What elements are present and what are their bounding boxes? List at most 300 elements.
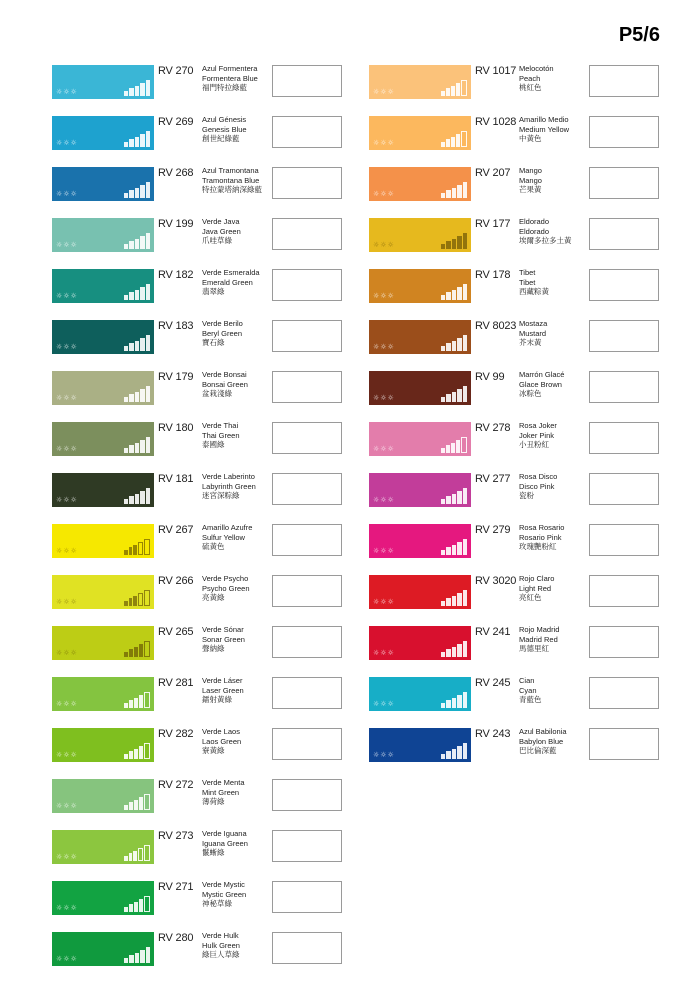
- color-swatch: [52, 371, 154, 405]
- color-swatch: [369, 575, 471, 609]
- opacity-bars-icon: [124, 386, 150, 402]
- color-entry: [369, 675, 661, 726]
- color-swatch: [369, 269, 471, 303]
- opacity-bar: [129, 88, 133, 96]
- opacity-bar: [446, 445, 450, 453]
- color-names: [519, 472, 557, 501]
- test-swatch-box: [272, 320, 342, 352]
- opacity-bar: [457, 695, 461, 708]
- color-entry: [52, 318, 344, 369]
- color-name-es: Verde Menta: [202, 778, 245, 787]
- lightfastness-sun-icon: ☼☼☼: [56, 598, 78, 606]
- color-swatch: [369, 677, 471, 711]
- color-entry: [52, 216, 344, 267]
- opacity-bars-icon: [124, 284, 150, 300]
- opacity-bar: [144, 743, 150, 759]
- color-entry: [369, 165, 661, 216]
- color-names: [519, 319, 547, 348]
- color-name-en: Sonar Green: [202, 634, 245, 644]
- lightfastness-sun-icon: ☼☼☼: [373, 88, 395, 96]
- opacity-bar: [446, 751, 450, 759]
- color-swatch: [52, 779, 154, 813]
- color-code: RV 243: [475, 728, 511, 740]
- color-names: [202, 727, 241, 756]
- color-entry: [52, 777, 344, 828]
- opacity-bar: [457, 746, 461, 759]
- opacity-bar: [441, 550, 445, 555]
- color-code: RV 99: [475, 371, 505, 383]
- color-swatch: [52, 65, 154, 99]
- opacity-bar: [146, 80, 150, 96]
- opacity-bar: [463, 284, 467, 300]
- opacity-bar: [146, 437, 150, 453]
- opacity-bar: [139, 899, 143, 912]
- color-name-es: Rosa Joker: [519, 421, 557, 430]
- test-swatch-box: [589, 371, 659, 403]
- color-entry: [369, 267, 661, 318]
- opacity-bar: [461, 131, 467, 147]
- color-entry: [52, 369, 344, 420]
- lightfastness-sun-icon: ☼☼☼: [373, 496, 395, 504]
- color-code: RV 181: [158, 473, 194, 485]
- color-name-zh: 爪哇草綠: [202, 236, 232, 245]
- opacity-bar: [452, 596, 456, 606]
- color-swatch: [369, 473, 471, 507]
- opacity-bar: [129, 394, 133, 402]
- opacity-bar: [451, 86, 455, 96]
- color-name-es: Rojo Claro: [519, 574, 555, 583]
- opacity-bar: [463, 233, 467, 249]
- test-swatch-box: [272, 218, 342, 250]
- opacity-bar: [441, 703, 445, 708]
- color-name-en: Laos Green: [202, 736, 242, 746]
- opacity-bar: [463, 743, 467, 759]
- lightfastness-sun-icon: ☼☼☼: [373, 547, 395, 555]
- opacity-bar: [446, 496, 450, 504]
- opacity-bar: [139, 695, 143, 708]
- opacity-bar: [441, 193, 445, 198]
- color-name-zh: 青藍色: [519, 695, 542, 704]
- opacity-bar: [461, 80, 467, 96]
- color-entry: [369, 471, 661, 522]
- opacity-bar: [457, 542, 461, 555]
- opacity-bar: [146, 335, 150, 351]
- opacity-bars-icon: [124, 182, 150, 198]
- left-color-column: [52, 63, 344, 981]
- color-name-en: Java Green: [202, 226, 241, 236]
- color-code: RV 271: [158, 881, 194, 893]
- opacity-bar: [124, 397, 128, 402]
- opacity-bar: [133, 596, 137, 606]
- opacity-bar: [140, 287, 144, 300]
- test-swatch-box: [272, 65, 342, 97]
- opacity-bar: [457, 389, 461, 402]
- opacity-bar: [129, 904, 133, 912]
- color-names: [519, 217, 572, 246]
- opacity-bar: [129, 853, 133, 861]
- test-swatch-box: [589, 167, 659, 199]
- color-name-es: Verde Laos: [202, 727, 240, 736]
- color-name-zh: 聲納綠: [202, 644, 225, 653]
- color-name-zh: 特拉蒙塔納深綠藍: [202, 185, 262, 194]
- opacity-bars-icon: [124, 947, 150, 963]
- color-name-zh: 芒果黃: [519, 185, 542, 194]
- opacity-bar: [140, 83, 144, 96]
- color-names: [519, 268, 549, 297]
- lightfastness-sun-icon: ☼☼☼: [56, 88, 78, 96]
- color-names: [519, 574, 554, 603]
- opacity-bars-icon: [124, 590, 150, 606]
- color-entry: [369, 420, 661, 471]
- color-name-es: Cian: [519, 676, 535, 685]
- test-swatch-box: [272, 830, 342, 862]
- opacity-bar: [457, 338, 461, 351]
- opacity-bar: [146, 488, 150, 504]
- color-entry: [52, 930, 344, 981]
- opacity-bar: [124, 601, 128, 606]
- color-swatch: [52, 218, 154, 252]
- color-swatch: [52, 626, 154, 660]
- opacity-bar: [124, 448, 128, 453]
- lightfastness-sun-icon: ☼☼☼: [373, 649, 395, 657]
- color-name-es: Amarillo Medio: [519, 115, 569, 124]
- color-code: RV 280: [158, 932, 194, 944]
- opacity-bar: [441, 346, 445, 351]
- color-name-en: Tramontana Blue: [202, 175, 260, 185]
- opacity-bars-icon: [441, 131, 467, 147]
- opacity-bar: [124, 856, 128, 861]
- opacity-bar: [124, 91, 128, 96]
- opacity-bar: [124, 754, 128, 759]
- opacity-bars-icon: [124, 488, 150, 504]
- color-swatch: [369, 422, 471, 456]
- opacity-bar: [446, 190, 450, 198]
- color-name-es: Verde Thai: [202, 421, 239, 430]
- opacity-bar: [135, 137, 139, 147]
- opacity-bar: [129, 700, 133, 708]
- opacity-bar: [441, 91, 445, 96]
- color-name-zh: 巴比倫深藍: [519, 746, 557, 755]
- color-name-en: Tibet: [519, 277, 536, 287]
- opacity-bar: [129, 649, 133, 657]
- color-names: [519, 523, 564, 552]
- color-entry: [369, 522, 661, 573]
- opacity-bar: [144, 539, 150, 555]
- color-swatch: [52, 524, 154, 558]
- color-name-en: Thai Green: [202, 430, 240, 440]
- opacity-bar: [441, 499, 445, 504]
- color-name-zh: 盆栽淺綠: [202, 389, 232, 398]
- opacity-bar: [124, 499, 128, 504]
- color-code: RV 279: [475, 524, 511, 536]
- color-code: RV 241: [475, 626, 511, 638]
- opacity-bar: [138, 593, 144, 606]
- opacity-bar: [457, 593, 461, 606]
- lightfastness-sun-icon: ☼☼☼: [373, 343, 395, 351]
- lightfastness-sun-icon: ☼☼☼: [56, 700, 78, 708]
- opacity-bars-icon: [124, 845, 150, 861]
- color-names: [202, 268, 260, 297]
- color-code: RV 8023: [475, 320, 517, 332]
- color-code: RV 265: [158, 626, 194, 638]
- opacity-bars-icon: [441, 233, 467, 249]
- opacity-bar: [452, 749, 456, 759]
- opacity-bar: [446, 292, 450, 300]
- test-swatch-box: [272, 473, 342, 505]
- color-code: RV 266: [158, 575, 194, 587]
- color-entry: [52, 267, 344, 318]
- color-names: [202, 217, 241, 246]
- test-swatch-box: [272, 269, 342, 301]
- color-code: RV 180: [158, 422, 194, 434]
- opacity-bar: [139, 644, 143, 657]
- color-entry: [52, 471, 344, 522]
- color-name-en: Laser Green: [202, 685, 244, 695]
- opacity-bar: [140, 491, 144, 504]
- test-swatch-box: [589, 422, 659, 454]
- opacity-bars-icon: [441, 335, 467, 351]
- test-swatch-box: [272, 677, 342, 709]
- lightfastness-sun-icon: ☼☼☼: [373, 394, 395, 402]
- color-names: [202, 64, 258, 93]
- lightfastness-sun-icon: ☼☼☼: [373, 700, 395, 708]
- lightfastness-sun-icon: ☼☼☼: [56, 496, 78, 504]
- color-name-zh: 瓷粉: [519, 491, 534, 500]
- color-name-en: Light Red: [519, 583, 552, 593]
- opacity-bar: [134, 902, 138, 912]
- opacity-bar: [146, 233, 150, 249]
- page-number: P5/6: [618, 24, 660, 46]
- opacity-bar: [452, 392, 456, 402]
- opacity-bar: [457, 236, 461, 249]
- opacity-bar: [135, 188, 139, 198]
- color-swatch: [52, 422, 154, 456]
- color-name-zh: 中黃色: [519, 134, 542, 143]
- color-name-es: Rojo Madrid: [519, 625, 560, 634]
- test-swatch-box: [589, 728, 659, 760]
- color-name-es: Mostaza: [519, 319, 548, 328]
- color-names: [519, 625, 559, 654]
- opacity-bars-icon: [124, 794, 150, 810]
- test-swatch-box: [589, 116, 659, 148]
- lightfastness-sun-icon: ☼☼☼: [56, 547, 78, 555]
- color-name-en: Sulfur Yellow: [202, 532, 245, 542]
- opacity-bars-icon: [124, 896, 150, 912]
- color-name-en: Joker Pink: [519, 430, 555, 440]
- opacity-bars-icon: [441, 284, 467, 300]
- color-name-en: Mustard: [519, 328, 547, 338]
- opacity-bar: [129, 241, 133, 249]
- color-swatch: [52, 830, 154, 864]
- opacity-bar: [441, 448, 445, 453]
- color-name-es: Eldorado: [519, 217, 550, 226]
- color-name-zh: 創世紀綠藍: [202, 134, 240, 143]
- lightfastness-sun-icon: ☼☼☼: [56, 445, 78, 453]
- color-code: RV 1017: [475, 65, 517, 77]
- opacity-bar: [140, 134, 144, 147]
- color-names: [202, 676, 244, 705]
- color-swatch: [52, 320, 154, 354]
- color-name-zh: 寶石綠: [202, 338, 225, 347]
- color-name-zh: 鬣蜥綠: [202, 848, 225, 857]
- color-swatch: [369, 167, 471, 201]
- color-swatch: [52, 473, 154, 507]
- opacity-bar: [441, 652, 445, 657]
- color-name-es: Verde Bonsai: [202, 370, 247, 379]
- test-swatch-box: [272, 116, 342, 148]
- opacity-bar: [144, 641, 150, 657]
- color-entry: [52, 879, 344, 930]
- opacity-bars-icon: [124, 692, 150, 708]
- opacity-bar: [452, 698, 456, 708]
- opacity-bar: [463, 539, 467, 555]
- color-code: RV 282: [158, 728, 194, 740]
- opacity-bar: [139, 797, 143, 810]
- test-swatch-box: [272, 932, 342, 964]
- color-code: RV 269: [158, 116, 194, 128]
- color-name-en: Iguana Green: [202, 838, 248, 848]
- color-code: RV 273: [158, 830, 194, 842]
- color-names: [519, 166, 542, 195]
- opacity-bar: [140, 389, 144, 402]
- lightfastness-sun-icon: ☼☼☼: [56, 649, 78, 657]
- color-entry: [369, 726, 661, 777]
- opacity-bar: [129, 547, 133, 555]
- opacity-bar: [134, 698, 138, 708]
- color-swatch: [369, 371, 471, 405]
- opacity-bar: [441, 601, 445, 606]
- opacity-bar: [146, 284, 150, 300]
- color-swatch: [52, 881, 154, 915]
- opacity-bar: [463, 590, 467, 606]
- color-name-es: Verde Java: [202, 217, 240, 226]
- test-swatch-box: [272, 881, 342, 913]
- color-entry: [369, 114, 661, 165]
- test-swatch-box: [589, 473, 659, 505]
- color-entry: [52, 63, 344, 114]
- color-swatch: [369, 65, 471, 99]
- opacity-bar: [446, 139, 450, 147]
- test-swatch-box: [589, 575, 659, 607]
- opacity-bar: [457, 287, 461, 300]
- opacity-bar: [463, 182, 467, 198]
- color-name-en: Labyrinth Green: [202, 481, 256, 491]
- color-swatch: [52, 116, 154, 150]
- opacity-bar: [134, 647, 138, 657]
- color-names: [202, 778, 245, 807]
- color-name-es: Azul Babilonia: [519, 727, 567, 736]
- color-name-zh: 埃爾多拉多土黃: [519, 236, 572, 245]
- color-name-en: Mystic Green: [202, 889, 247, 899]
- color-name-es: Verde Hulk: [202, 931, 239, 940]
- opacity-bar: [441, 397, 445, 402]
- lightfastness-sun-icon: ☼☼☼: [56, 955, 78, 963]
- opacity-bar: [456, 440, 460, 453]
- color-name-en: Bonsai Green: [202, 379, 248, 389]
- opacity-bar: [452, 545, 456, 555]
- color-swatch: [369, 524, 471, 558]
- color-name-zh: 鐳射黃綠: [202, 695, 232, 704]
- color-name-en: Mint Green: [202, 787, 240, 797]
- color-name-zh: 冰粽色: [519, 389, 542, 398]
- opacity-bar: [124, 244, 128, 249]
- color-name-zh: 綠巨人草綠: [202, 950, 240, 959]
- color-entry: [369, 216, 661, 267]
- test-swatch-box: [589, 218, 659, 250]
- color-name-es: Rosa Rosario: [519, 523, 565, 532]
- opacity-bar: [133, 851, 137, 861]
- opacity-bar: [124, 805, 128, 810]
- opacity-bars-icon: [441, 182, 467, 198]
- opacity-bars-icon: [124, 539, 150, 555]
- color-name-en: Beryl Green: [202, 328, 243, 338]
- color-code: RV 178: [475, 269, 511, 281]
- opacity-bars-icon: [124, 131, 150, 147]
- opacity-bar: [452, 647, 456, 657]
- opacity-bar: [135, 494, 139, 504]
- color-code: RV 182: [158, 269, 194, 281]
- lightfastness-sun-icon: ☼☼☼: [56, 751, 78, 759]
- opacity-bar: [129, 139, 133, 147]
- color-name-en: Genesis Blue: [202, 124, 247, 134]
- color-code: RV 1028: [475, 116, 517, 128]
- lightfastness-sun-icon: ☼☼☼: [56, 394, 78, 402]
- color-name-zh: 亮黃綠: [202, 593, 225, 602]
- opacity-bar: [124, 346, 128, 351]
- opacity-bar: [457, 491, 461, 504]
- color-code: RV 199: [158, 218, 194, 230]
- opacity-bar: [133, 545, 137, 555]
- color-name-zh: 馬德里紅: [519, 644, 549, 653]
- color-entry: [52, 522, 344, 573]
- color-swatch: [52, 575, 154, 609]
- opacity-bar: [146, 131, 150, 147]
- lightfastness-sun-icon: ☼☼☼: [373, 445, 395, 453]
- color-name-en: Medium Yellow: [519, 124, 570, 134]
- right-color-column: [369, 63, 661, 777]
- color-name-zh: 神秘草綠: [202, 899, 232, 908]
- opacity-bar: [452, 188, 456, 198]
- test-swatch-box: [589, 626, 659, 658]
- opacity-bar: [146, 947, 150, 963]
- opacity-bar: [457, 644, 461, 657]
- color-code: RV 272: [158, 779, 194, 791]
- color-swatch: [52, 677, 154, 711]
- opacity-bar: [456, 83, 460, 96]
- color-swatch: [369, 728, 471, 762]
- opacity-bar: [138, 542, 144, 555]
- color-code: RV 207: [475, 167, 511, 179]
- opacity-bar: [463, 386, 467, 402]
- test-swatch-box: [589, 320, 659, 352]
- color-names: [519, 64, 554, 93]
- color-code: RV 245: [475, 677, 511, 689]
- opacity-bar: [135, 443, 139, 453]
- opacity-bar: [144, 794, 150, 810]
- opacity-bar: [135, 239, 139, 249]
- color-names: [519, 115, 569, 144]
- color-name-zh: 玫瑰艷粉紅: [519, 542, 557, 551]
- color-name-en: Babylon Blue: [519, 736, 564, 746]
- color-name-es: Azul Formentera: [202, 64, 258, 73]
- color-names: [519, 727, 567, 756]
- lightfastness-sun-icon: ☼☼☼: [373, 598, 395, 606]
- color-swatch: [369, 218, 471, 252]
- color-names: [202, 574, 250, 603]
- opacity-bars-icon: [441, 386, 467, 402]
- opacity-bar: [446, 598, 450, 606]
- color-names: [202, 880, 246, 909]
